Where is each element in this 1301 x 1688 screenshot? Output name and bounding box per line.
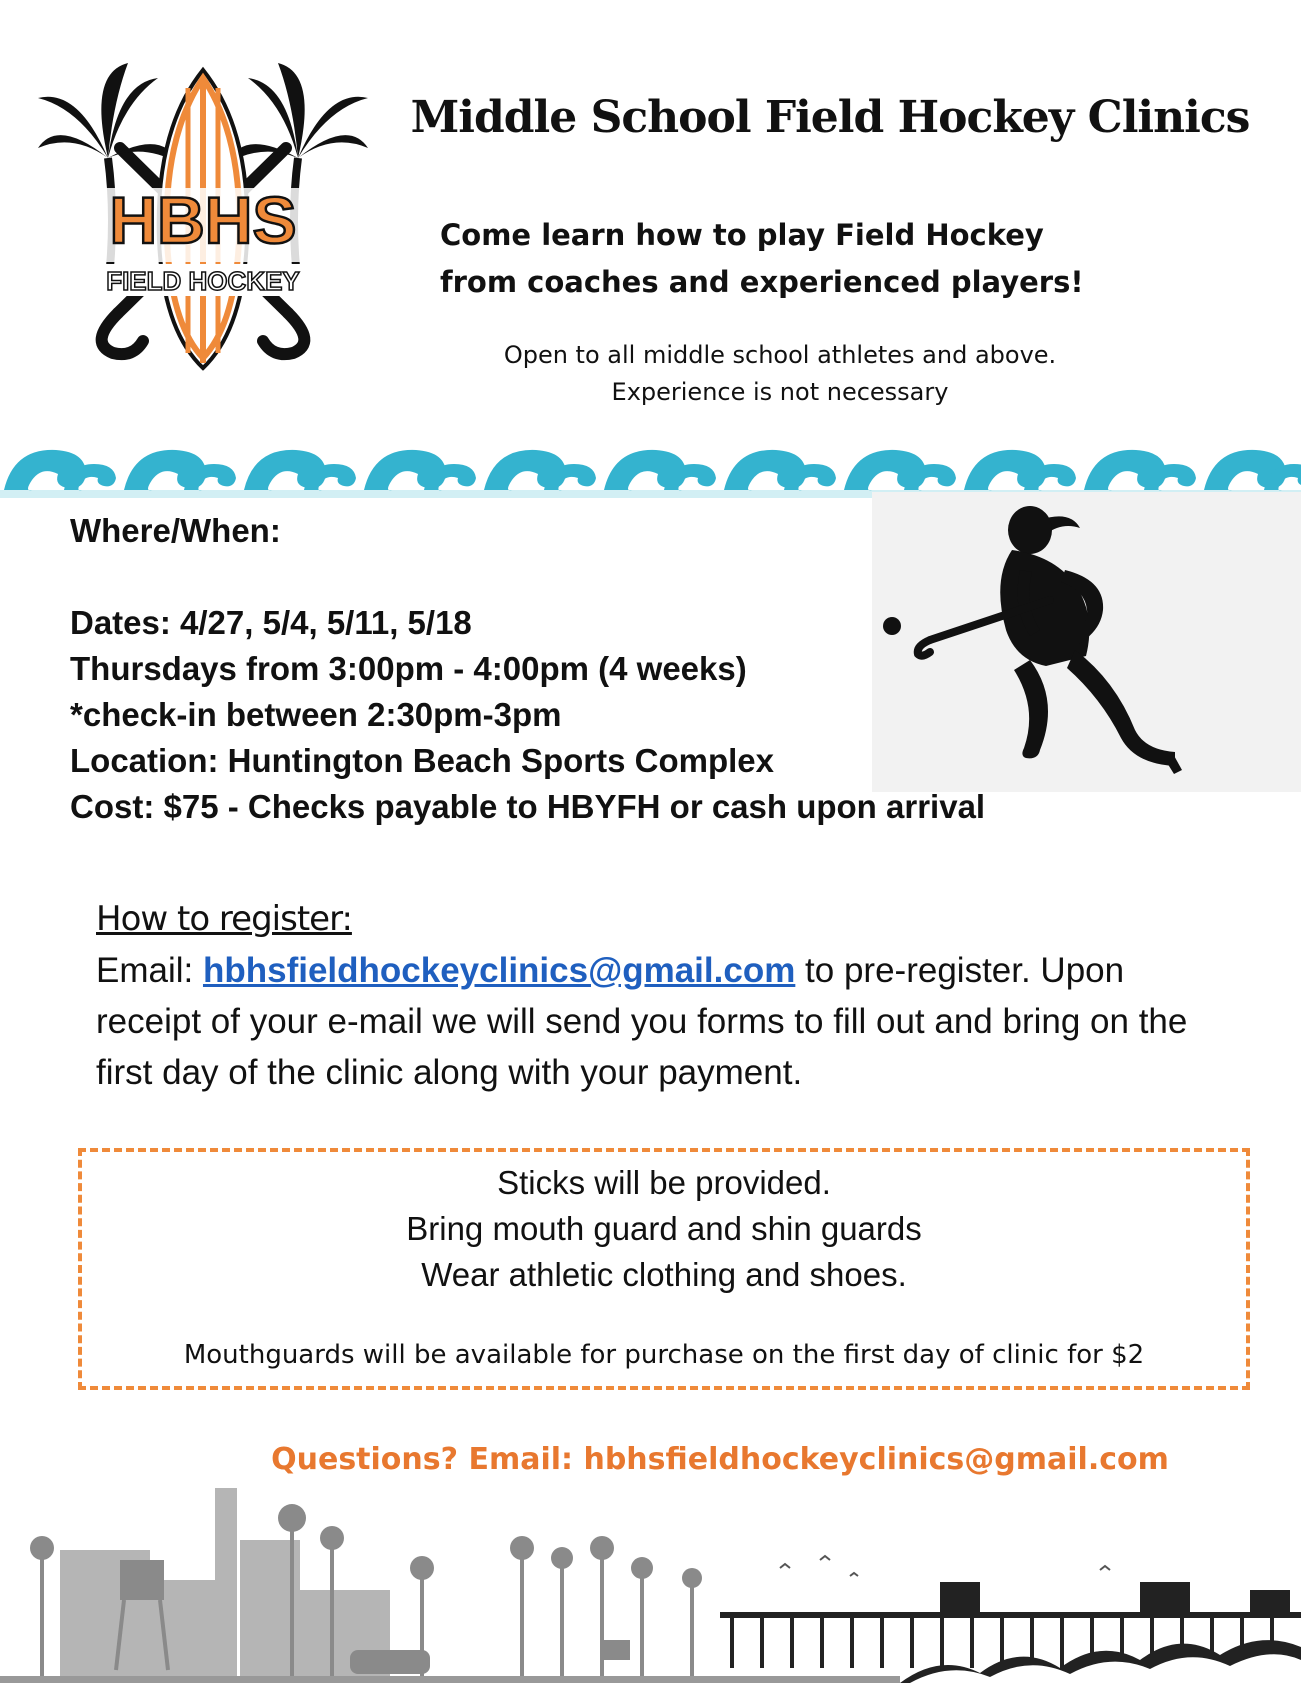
- checkin-text: *check-in between 2:30pm-3pm: [70, 696, 562, 733]
- beach-skyline-illustration: [0, 1480, 1301, 1683]
- where-when-heading: Where/When:: [70, 512, 281, 549]
- tagline-line-2: from coaches and experienced players!: [440, 265, 1084, 299]
- tagline-line-1: Come learn how to play Field Hockey: [440, 218, 1044, 252]
- register-email-link[interactable]: hbhsfieldhockeyclinics@gmail.com: [202, 951, 796, 990]
- equipment-line-3: Wear athletic clothing and shoes.: [421, 1256, 907, 1293]
- equipment-line-1: Sticks will be provided.: [497, 1164, 831, 1201]
- eligibility-line-2: Experience is not necessary: [611, 378, 949, 406]
- cost-text: Cost: $75 - Checks payable to HBYFH or cash upon arrival: [70, 788, 986, 825]
- page-title: Middle School Field Hockey Clinics: [410, 92, 1250, 143]
- birds-icon: [780, 1556, 1110, 1576]
- questions-contact[interactable]: Questions? Email: hbhsfieldhockeyclinics@gmail.com: [271, 1442, 1169, 1477]
- location-text: Location: Huntington Beach Sports Complex: [70, 742, 775, 779]
- dates-text: Dates: 4/27, 5/4, 5/11, 5/18: [70, 604, 472, 641]
- car-icon: [350, 1650, 430, 1674]
- tagline: [440, 212, 1160, 306]
- wave-icon: [4, 450, 1301, 490]
- schedule-details: [70, 508, 1170, 830]
- mouthguard-note: Mouthguards will be available for purchase on the first day of clinic for $2: [183, 1340, 1145, 1370]
- logo-hbhs-text: HBHS: [109, 183, 297, 257]
- waves-divider: [0, 438, 1301, 498]
- register-body: [96, 945, 1226, 1098]
- register-instructions: to pre-register. Upon receipt of your e-mail we will send you forms to fill out and bring on the first day of the clinic along with your payment.: [96, 951, 1188, 1092]
- equipment-line-2: Bring mouth guard and shin guards: [406, 1210, 922, 1247]
- lifeguard-tower-icon: [600, 1640, 630, 1660]
- register-heading: How to register:: [96, 899, 352, 939]
- hbhs-logo: [28, 48, 378, 378]
- schedule-text: Thursdays from 3:00pm - 4:00pm (4 weeks): [70, 650, 747, 687]
- equipment-box: [78, 1148, 1250, 1390]
- registration-section: [96, 894, 1226, 1098]
- eligibility-line-1: Open to all middle school athletes and above.: [503, 341, 1057, 369]
- logo-field-hockey-text: FIELD HOCKEY: [106, 266, 300, 296]
- eligibility-text: [430, 337, 1130, 411]
- email-label: Email:: [96, 951, 203, 990]
